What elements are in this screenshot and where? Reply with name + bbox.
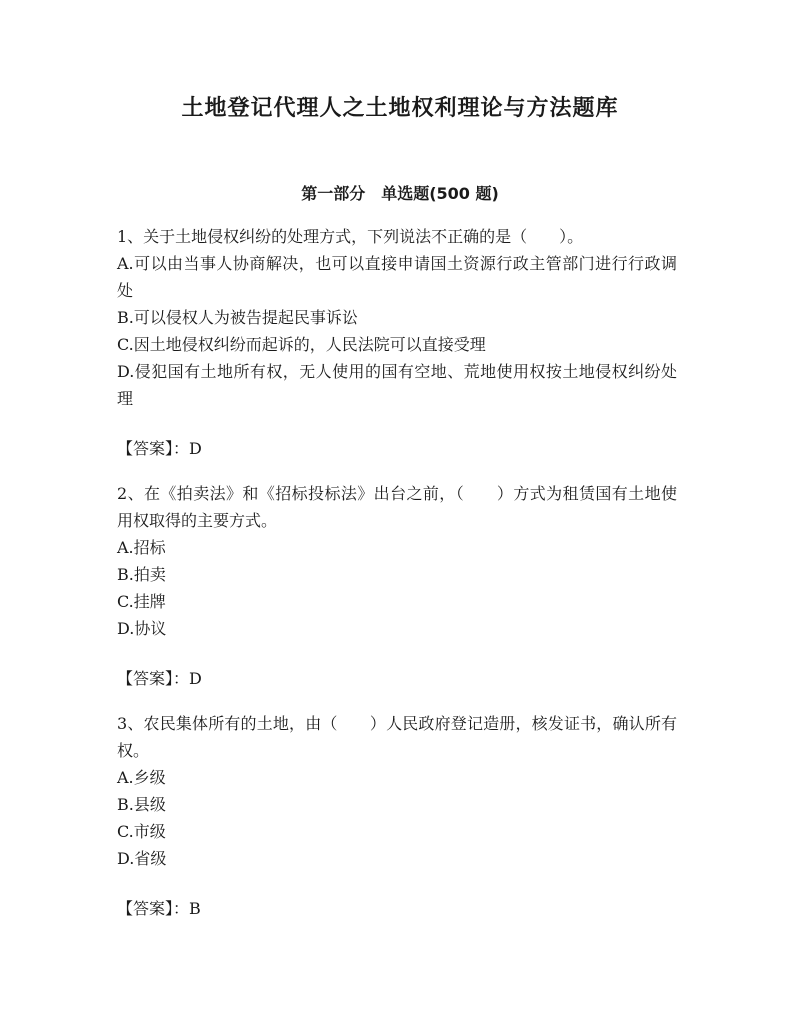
option-b: B.拍卖 [117, 565, 166, 584]
option-b: B.县级 [117, 795, 166, 814]
question-stem: 1、关于土地侵权纠纷的处理方式，下列说法不正确的是（ ）。 [117, 227, 584, 246]
answer-line [117, 435, 677, 462]
question-3 [117, 710, 677, 922]
question-2 [117, 480, 677, 692]
answer-line [117, 895, 677, 922]
option-d: D.侵犯国有土地所有权，无人使用的国有空地、荒地使用权按土地侵权纠纷处理 [117, 362, 677, 408]
option-c: C.因土地侵权纠纷而起诉的，人民法院可以直接受理 [117, 335, 486, 354]
option-a: A.招标 [117, 538, 166, 557]
option-b: B.可以侵权人为被告提起民事诉讼 [117, 308, 358, 327]
option-a: A.可以由当事人协商解决，也可以直接申请国土资源行政主管部门进行行政调处 [117, 254, 677, 300]
question-stem: 2、在《拍卖法》和《招标投标法》出台之前，（ ）方式为租赁国有土地使用权取得的主要方式。 [117, 484, 677, 530]
question-list [117, 223, 677, 940]
option-c: C.挂牌 [117, 592, 166, 611]
option-d: D.协议 [117, 619, 167, 638]
answer-value: D [189, 439, 202, 458]
answer-label: 【答案】： [117, 439, 190, 458]
question-stem: 3、农民集体所有的土地，由（ ）人民政府登记造册，核发证书，确认所有权。 [117, 714, 677, 760]
option-d: D.省级 [117, 849, 167, 868]
section-title: 第一部分 单选题(500 题) [301, 184, 499, 203]
document-title: 土地登记代理人之土地权利理论与方法题库 [181, 96, 619, 121]
option-a: A.乡级 [117, 768, 166, 787]
answer-line [117, 665, 677, 692]
answer-label: 【答案】： [117, 899, 190, 918]
answer-value: D [189, 669, 202, 688]
answer-value: B [189, 899, 201, 918]
question-1 [117, 223, 677, 462]
answer-label: 【答案】： [117, 669, 190, 688]
option-c: C.市级 [117, 822, 166, 841]
